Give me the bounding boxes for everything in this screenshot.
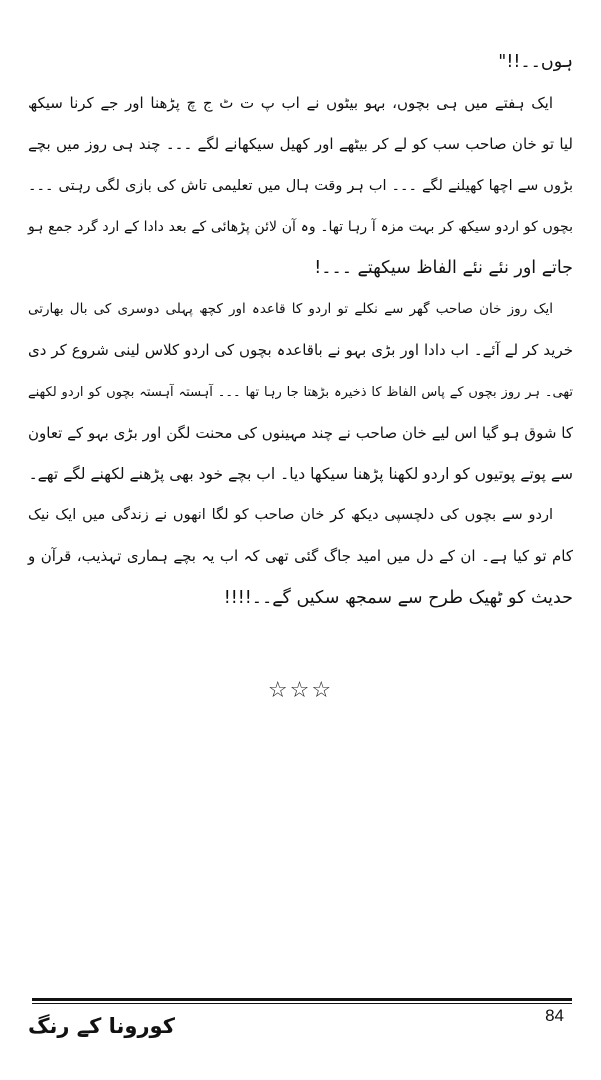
paragraph-1 xyxy=(28,42,573,83)
footer-divider xyxy=(32,998,572,1001)
text-line: بچوں کو اردو سیکھ کر بہت مزہ آ رہا تھا۔ وہ آن لائن پڑھائی کے بعد دادا کے ارد گرد جمع ہو xyxy=(28,218,573,235)
text-line: اردو سے بچوں کی دلچسپی دیکھ کر خان صاحب کو لگا انھوں نے زندگی میں ایک نیک xyxy=(28,507,553,524)
text-line: ایک ہفتے میں ہی بچوں، بہو بیٹوں نے اب پ ت ٹ ج چ پڑھنا اور جے کرنا سیکھ xyxy=(28,94,553,113)
text-line: حدیث کو ٹھیک طرح سے سمجھ سکیں گے۔۔!!!! xyxy=(223,587,573,608)
page-body-text xyxy=(28,42,573,619)
paragraph-2 xyxy=(28,83,573,289)
paragraph-4 xyxy=(28,495,573,619)
text-line: سے پوتے پوتیوں کو اردو لکھنا پڑھنا سیکھا دیا۔ اب بچے خود بھی پڑھنے لکھنے لگے تھے۔ xyxy=(28,465,573,484)
text-line: کا شوق ہو گیا اس لیے خان صاحب نے چند مہینوں کی محنت لگن اور بڑی بہو کے تعاون xyxy=(28,423,573,442)
text-line: تھی۔ ہر روز بچوں کے پاس الفاظ کا ذخیرہ بڑھتا جا رہا تھا ۔۔۔ آہستہ آہستہ بچوں کو اردو لکھنے xyxy=(28,384,573,400)
page-number: 84 xyxy=(545,1006,564,1025)
book-title: کورونا کے رنگ xyxy=(28,1014,175,1038)
text-line: جاتے اور نئے نئے الفاظ سیکھتے ۔۔۔! xyxy=(314,258,573,279)
text-line: ایک روز خان صاحب گھر سے نکلے تو اردو کا قاعدہ اور کچھ پہلی دوسری کی بال بھارتی xyxy=(28,301,553,318)
text-line: خرید کر لے آئے۔ اب دادا اور بڑی بہو نے باقاعدہ بچوں کی اردو کلاس لینی شروع کر دی xyxy=(28,341,573,360)
text-line: بڑوں سے اچھا کھیلنے لگے ۔۔۔ اب ہر وقت ہال میں تعلیمی تاش کی بازی لگی رہتی ۔۔۔ xyxy=(28,177,573,194)
section-separator-stars: ☆☆☆ xyxy=(267,678,334,703)
text-line: لیا تو خان صاحب سب کو لے کر بیٹھے اور کھیل سیکھانے لگے ۔۔۔ چند ہی روز میں بچے xyxy=(28,135,573,154)
text-line: ہوں۔۔!!" xyxy=(498,52,573,72)
text-line: کام تو کیا ہے۔ ان کے دل میں امید جاگ گئی تھی کہ اب یہ بچے ہماری تہذیب، قرآن و xyxy=(28,547,573,566)
footer-divider-thin xyxy=(32,1003,572,1004)
paragraph-3 xyxy=(28,289,573,495)
